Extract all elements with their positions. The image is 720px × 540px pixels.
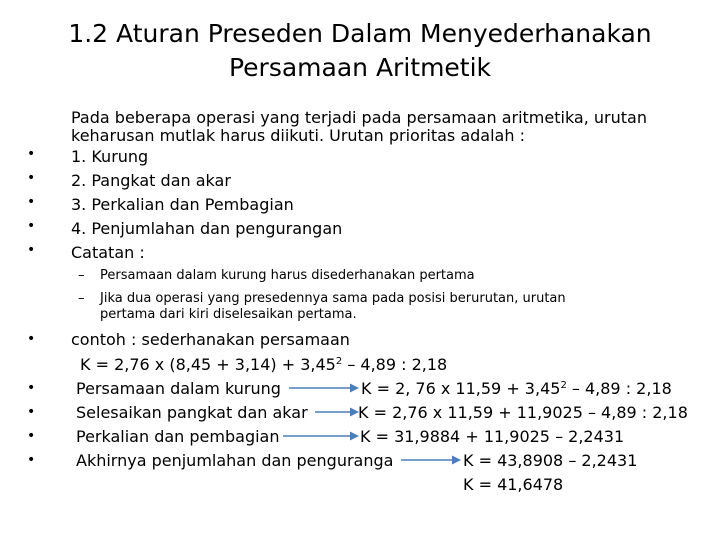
- note-item: Persamaan dalam kurung harus disederhanakan pertama: [100, 268, 475, 283]
- note-item: Jika dua operasi yang presedennya sama pada posisi berurutan, urutan: [100, 291, 566, 306]
- right-arrow-icon: [314, 404, 360, 420]
- slide-title-line-2: Persamaan Aritmetik: [228, 53, 492, 82]
- step-label: Persamaan dalam kurung: [76, 379, 281, 398]
- slide-title-line-1: 1.2 Aturan Preseden Dalam Menyederhanakan: [68, 19, 652, 48]
- step-result: K = 2, 76 x $11,59 + 3,45^2 - 4,89$ : 2,18: [361, 379, 672, 398]
- bullet: •: [27, 218, 36, 234]
- bullet: •: [27, 331, 36, 347]
- step-label: Akhirnya penjumlahan dan penguranga: [76, 451, 394, 470]
- step-label: Selesaikan pangkat dan akar: [76, 403, 308, 422]
- priority-item: 1. Kurung: [71, 147, 149, 166]
- intro-line-1: Pada beberapa operasi yang terjadi pada persamaan aritmetika, urutan: [71, 108, 647, 127]
- bullet: •: [27, 428, 36, 444]
- right-arrow-icon: [400, 452, 462, 468]
- bullet: •: [27, 194, 36, 210]
- bullet: •: [27, 380, 36, 396]
- step-label: Perkalian dan pembagian: [76, 427, 280, 446]
- bullet: •: [27, 404, 36, 420]
- right-arrow-icon: [282, 428, 360, 444]
- priority-item: 2. Pangkat dan akar: [71, 171, 231, 190]
- bullet: •: [27, 146, 36, 162]
- bullet: •: [27, 242, 36, 258]
- note-dash: –: [78, 268, 85, 283]
- step-result: K = 43,8908 – 2,2431: [463, 451, 638, 470]
- note-item-continuation: pertama dari kiri diselesaikan pertama.: [100, 307, 357, 322]
- bullet: •: [27, 170, 36, 186]
- final-result: K = 41,6478: [463, 475, 564, 494]
- intro-line-2: keharusan mutlak harus diikuti. Urutan prioritas adalah :: [71, 126, 525, 145]
- catatan-label: Catatan :: [71, 243, 145, 262]
- priority-item: 4. Penjumlahan dan pengurangan: [71, 219, 343, 238]
- right-arrow-icon: [288, 380, 360, 396]
- priority-item: 3. Perkalian dan Pembagian: [71, 195, 294, 214]
- bullet: •: [27, 452, 36, 468]
- note-dash: –: [78, 291, 85, 306]
- step-result: K = 2,76 x 11,59 + 11,9025 – 4,89 : 2,18: [358, 403, 688, 422]
- example-intro: contoh : sederhanakan persamaan: [71, 330, 350, 349]
- step-result: K = 31,9884 + 11,9025 – 2,2431: [360, 427, 625, 446]
- example-equation: K = 2,76 x $(8,45 + 3,14) + 3,45^2 - 4,89$ : 2,18: [80, 355, 448, 374]
